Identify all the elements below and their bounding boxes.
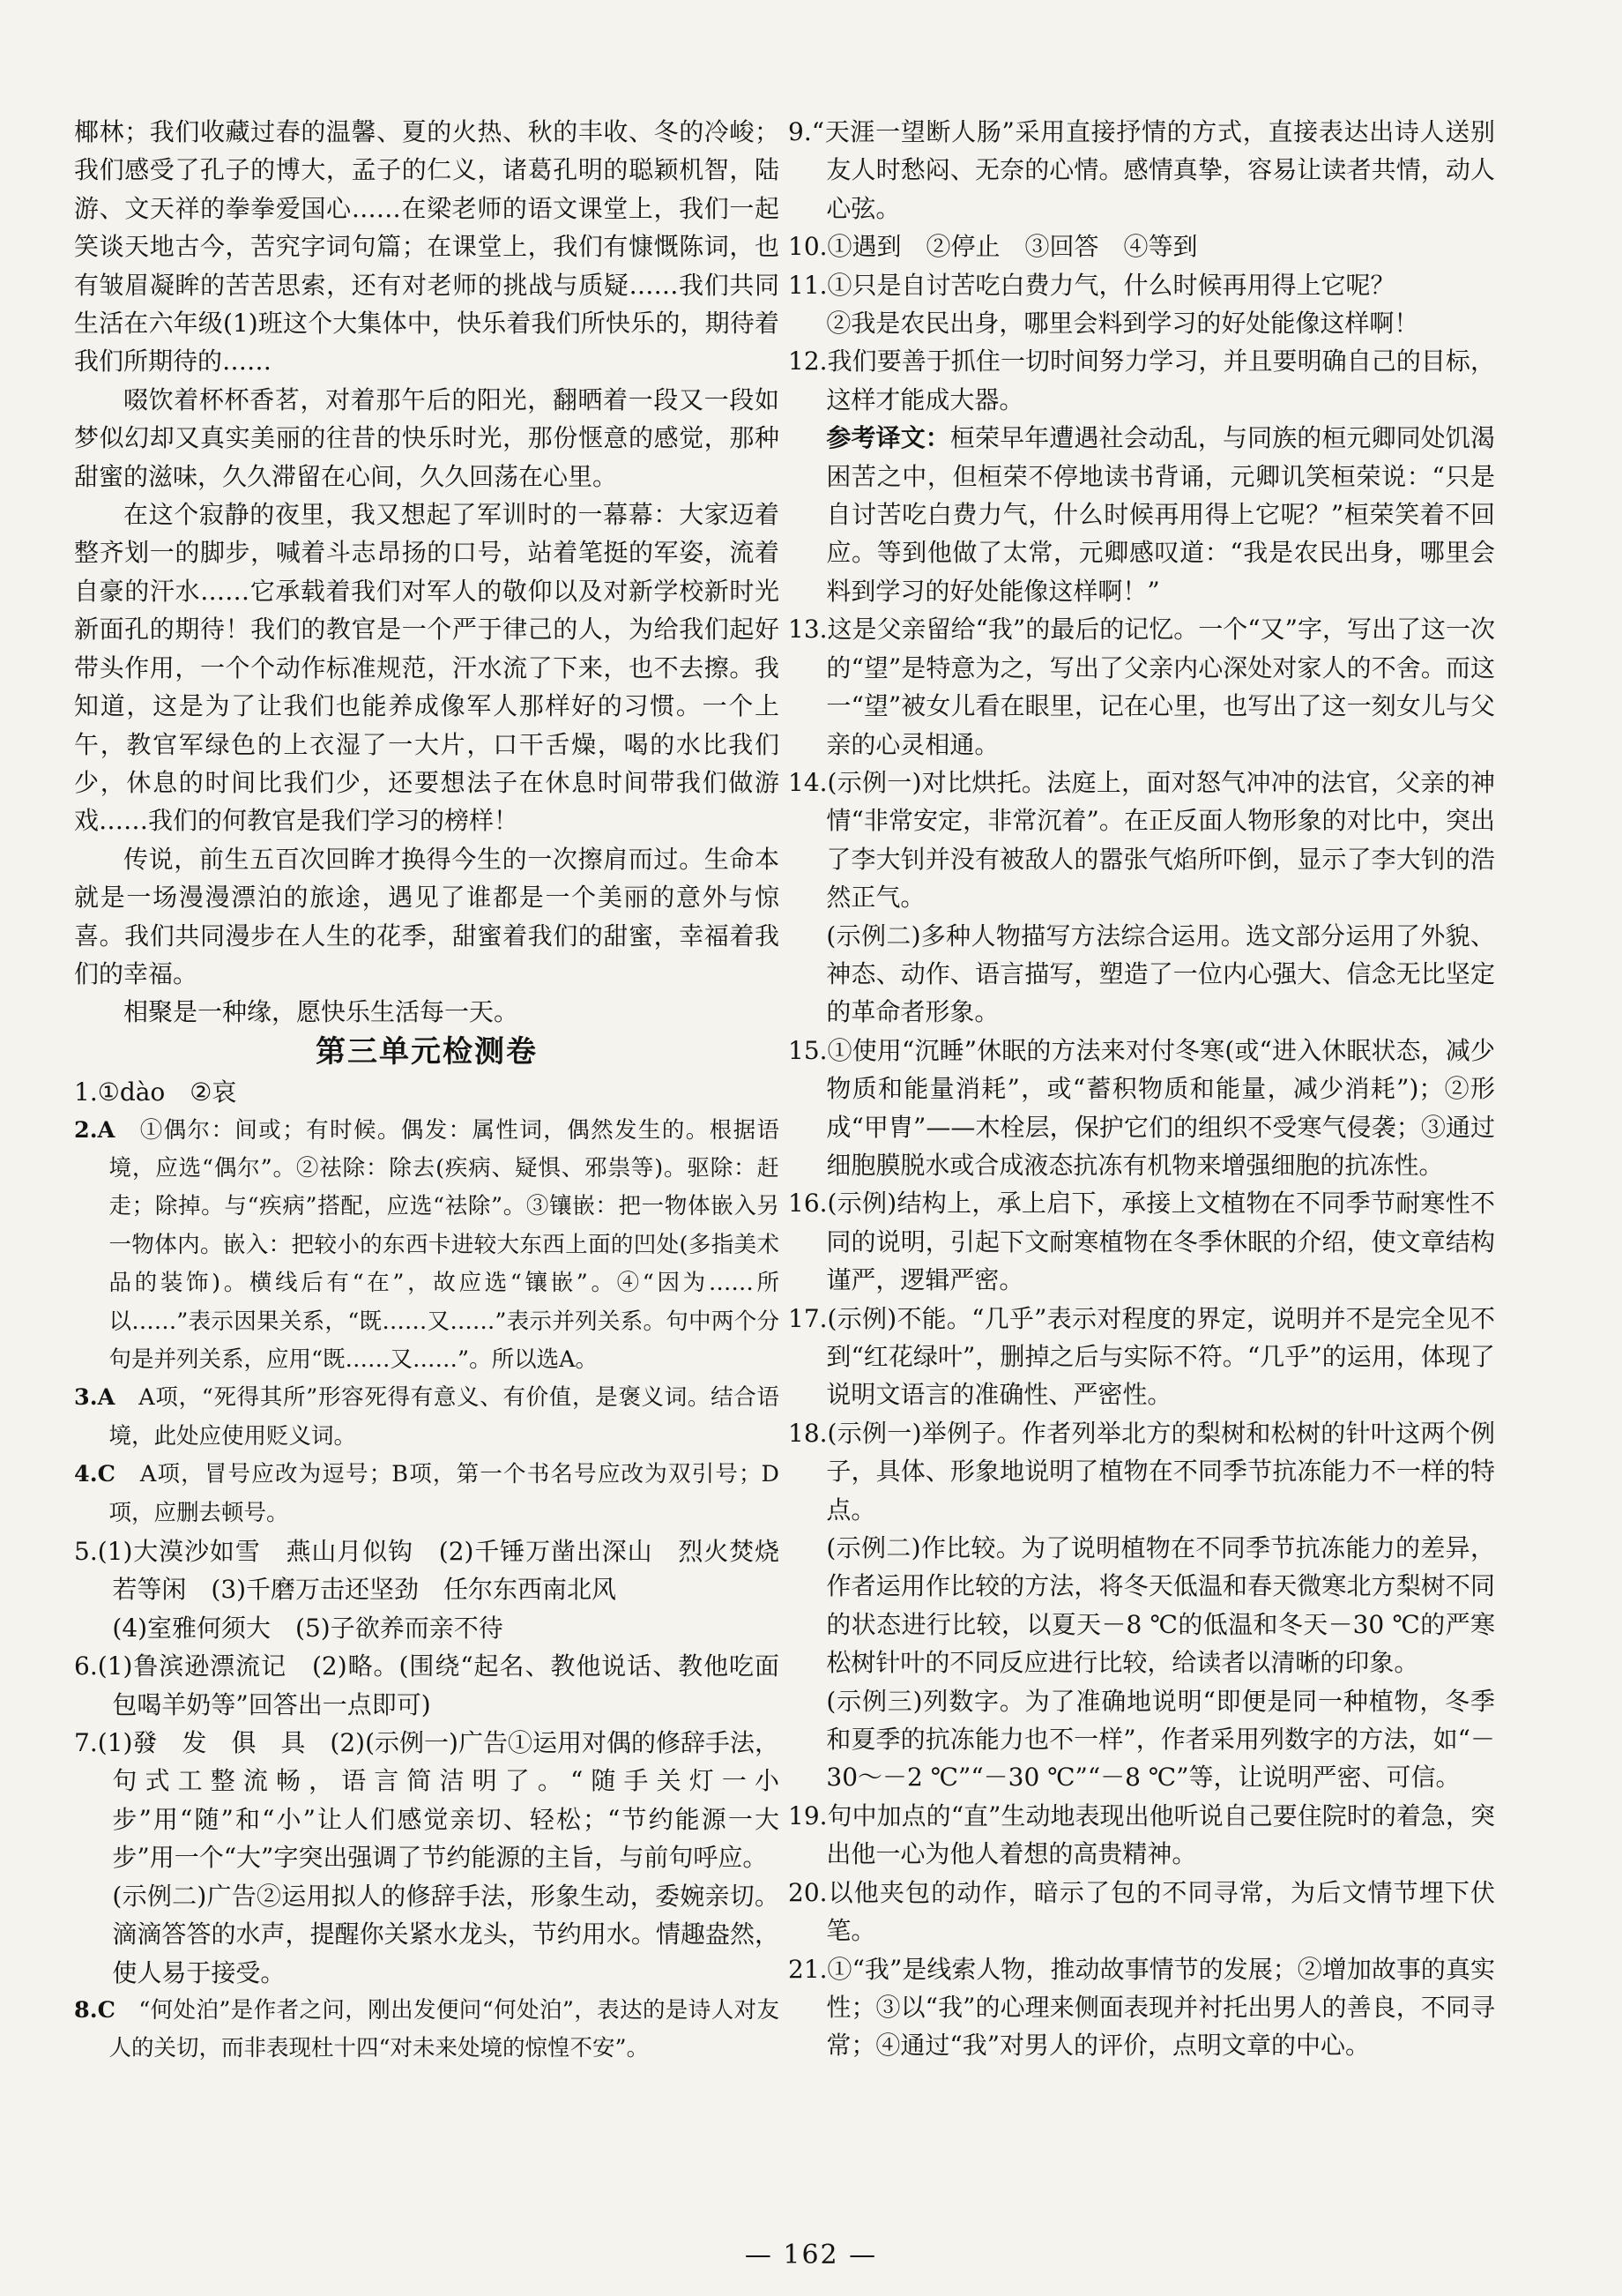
answer-item bbox=[74, 1456, 779, 1532]
answer-text: “何处泊”是作者之问，刚出发便问“何处泊”，表达的是诗人对友人的关切，而非表现杜十四“对未来处境的惊惶不安”。 bbox=[108, 1996, 779, 2062]
answer-text: A项，“死得其所”形容死得有意义、有价值，是褒义词。结合语境，此处应使用贬义词。 bbox=[108, 1384, 779, 1450]
answer-item: 16.(示例)结构上，承上启下，承接上文植物在不同季节耐寒性不同的说明，引起下文耐寒植物在冬季休眠的介绍，使文章结构谨严，逻辑严密。 bbox=[788, 1189, 1495, 1295]
answer-item: 21.①“我”是线索人物，推动故事情节的发展；②增加故事的真实性；③以“我”的心理来侧面表现并衬托出男人的善良，不同寻常；④通过“我”对男人的评价，点明文章的中心。 bbox=[788, 1954, 1495, 2061]
answer-item: 18.(示例一)举例子。作者列举北方的梨树和松树的针叶这两个例子，具体、形象地说明了植物在不同季节抗冻能力不一样的特点。 bbox=[788, 1418, 1495, 1524]
answer-item: ②我是农民出身，哪里会料到学习的好处能像这样啊！ bbox=[826, 309, 1419, 339]
answer-number: 8.C bbox=[74, 1996, 115, 2024]
answer-item: 11.①只是自讨苦吃白费力气，什么时候再用得上它呢？ bbox=[788, 270, 1395, 300]
answer-item: 1.①dào ②哀 bbox=[74, 1077, 237, 1107]
answer-number: 3.A bbox=[74, 1384, 115, 1412]
answer-item bbox=[74, 1379, 779, 1456]
answer-item bbox=[74, 1112, 779, 1380]
essay-paragraph: 相聚是一种缘，愿快乐生活每一天。 bbox=[123, 997, 519, 1027]
answer-item: 5.(1)大漠沙如雪 燕山月似钩 (2)千锤万凿出深山 烈火焚烧若等闲 (3)千磨万击还坚劲 任尔东西南北风 bbox=[74, 1537, 779, 1605]
answer-text: ①偶尔：间或；有时候。偶发：属性词，偶然发生的。根据语境，应选“偶尔”。②祛除：除去(疾病、疑惧、邪祟等)。驱除：赶走；除掉。与“疾病”搭配，应选“祛除”。③镶嵌：把一物体嵌入另一物体内。嵌入：把较小的东西卡进较大东西上面的凹处(多指美术品的装饰)。横线后有“在”，故应选“镶嵌”。④“因为……所以……”表示因果关系，“既……又……”表示并列关系。句中两个分句是并列关系，应用“既……又……”。所以选A。 bbox=[108, 1116, 779, 1373]
left-column bbox=[74, 113, 779, 2069]
answer-item: 19.句中加点的“直”生动地表现出他听说自己要住院时的着急，突出他一心为他人着想的高贵精神。 bbox=[788, 1800, 1495, 1869]
answer-item: 15.①使用“沉睡”休眠的方法来对付冬寒(或“进入休眠状态，减少物质和能量消耗”，或“蓄积物质和能量，减少消耗”)；②形成“甲胄”——木栓层，保护它们的组织不受寒气侵袭；③通过细胞膜脱水或合成液态抗冻有机物来增强细胞的抗冻性。 bbox=[788, 1035, 1495, 1180]
answer-item: 13.这是父亲留给“我”的最后的记忆。一个“又”字，写出了这一次的“望”是特意为之，写出了父亲内心深处对家人的不舍。而这一“望”被女儿看在眼里，记在心里，也写出了这一刻女儿与父亲的心灵相通。 bbox=[788, 615, 1495, 759]
translation-text: 桓荣早年遭遇社会动乱，与同族的桓元卿同处饥渴困苦之中，但桓荣不停地读书背诵，元卿讥笑桓荣说：“只是自讨苦吃白费力气，什么时候再用得上它呢？”桓荣笑着不回应。等到他做了太常，元卿感叹道：“我是农民出身，哪里会料到学习的好处能像这样啊！” bbox=[826, 423, 1495, 606]
answer-item: 7.(1)發 发 俱 具 (2)(示例一)广告①运用对偶的修辞手法，句式工整流畅，语言简洁明了。“随手关灯一小步”用“随”和“小”让人们感觉亲切、轻松；“节约能源一大步”用一个“大”字突出强调了节约能源的主旨，与前句呼应。 bbox=[74, 1728, 779, 1873]
answer-item: (示例三)列数字。为了准确地说明“即便是同一种植物，冬季和夏季的抗冻能力也不一样”，作者采用列数字的方法，如“－30～－2 ℃”“－30 ℃”“－8 ℃”等，让说明严密、可信。 bbox=[826, 1686, 1495, 1793]
answer-item: (4)室雅何须大 (5)子欲养而亲不待 bbox=[112, 1613, 503, 1643]
answer-text: A项，冒号应改为逗号；B项，第一个书名号应改为双引号；D项，应删去顿号。 bbox=[108, 1461, 779, 1526]
answer-item: 6.(1)鲁滨逊漂流记 (2)略。(围绕“起名、教他说话、教他吃面包喝羊奶等”回答出一点即可) bbox=[74, 1651, 779, 1719]
essay-paragraph: 啜饮着杯杯香茗，对着那午后的阳光，翻晒着一段又一段如梦似幻却又真实美丽的往昔的快乐时光，那份惬意的感觉，那种甜蜜的滋味，久久滞留在心间，久久回荡在心里。 bbox=[74, 384, 779, 491]
answer-item: 12.我们要善于抓住一切时间努力学习，并且要明确自己的目标，这样才能成大器。 bbox=[788, 347, 1495, 414]
reference-translation bbox=[788, 419, 1495, 610]
essay-paragraph: 传说，前生五百次回眸才换得今生的一次擦肩而过。生命本就是一场漫漫漂泊的旅途，遇见了谁都是一个美丽的意外与惊喜。我们共同漫步在人生的花季，甜蜜着我们的甜蜜，幸福着我们的幸福。 bbox=[74, 844, 779, 988]
answer-item: (示例二)广告②运用拟人的修辞手法，形象生动，委婉亲切。滴滴答答的水声，提醒你关紧水龙头，节约用水。情趣盎然，使人易于接受。 bbox=[112, 1881, 779, 1987]
essay-paragraph: 在这个寂静的夜里，我又想起了军训时的一幕幕：大家迈着整齐划一的脚步，喊着斗志昂扬的口号，站着笔挺的军姿，流着自豪的汗水……它承载着我们对军人的敬仰以及对新学校新时光新面孔的期待！我们的教官是一个严于律己的人，为给我们起好带头作用，一个个动作标准规范，汗水流了下来，也不去擦。我知道，这是为了让我们也能养成像军人那样好的习惯。一个上午，教官军绿色的上衣湿了一大片，口干舌燥，喝的水比我们少，休息的时间比我们少，还要想法子在休息时间带我们做游戏……我们的何教官是我们学习的榜样！ bbox=[74, 500, 779, 836]
answer-item: 20.以他夹包的动作，暗示了包的不同寻常，为后文情节埋下伏笔。 bbox=[788, 1877, 1495, 1946]
answer-item: 17.(示例)不能。“几乎”表示对程度的界定，说明并不是完全见不到“红花绿叶”，删掉之后与实际不符。“几乎”的运用，体现了说明文语言的准确性、严密性。 bbox=[788, 1303, 1495, 1410]
answer-number: 2.A bbox=[74, 1116, 115, 1144]
answer-number: 4.C bbox=[74, 1461, 115, 1488]
answer-item: 9.“天涯一望断人肠”采用直接抒情的方式，直接表达出诗人送别友人时愁闷、无奈的心情。感情真挚，容易让读者共情，动人心弦。 bbox=[788, 117, 1495, 223]
translation-label: 参考译文： bbox=[826, 423, 950, 453]
right-column bbox=[788, 113, 1495, 2065]
answer-item: (示例二)多种人物描写方法综合运用。选文部分运用了外貌、神态、动作、语言描写，塑造了一位内心强大、信念无比坚定的革命者形象。 bbox=[826, 921, 1495, 1027]
essay-paragraph: 椰林；我们收藏过春的温馨、夏的火热、秋的丰收、冬的冷峻；我们感受了孔子的博大，孟子的仁义，诸葛孔明的聪颖机智，陆游、文天祥的拳拳爱国心……在梁老师的语文课堂上，我们一起笑谈天地古今，苦究字词句篇；在课堂上，我们有慷慨陈词，也有皱眉凝眸的苦苦思索，还有对老师的挑战与质疑……我们共同生活在六年级(1)班这个大集体中，快乐着我们所快乐的，期待着我们所期待的…… bbox=[74, 117, 779, 376]
answer-item: 14.(示例一)对比烘托。法庭上，面对怒气冲冲的法官，父亲的神情“非常安定，非常沉着”。在正反面人物形象的对比中，突出了李大钊并没有被敌人的嚣张气焰所吓倒，显示了李大钊的浩然正气。 bbox=[788, 767, 1495, 913]
page-number: — 162 — bbox=[744, 2240, 878, 2270]
answer-item: (示例二)作比较。为了说明植物在不同季节抗冻能力的差异，作者运用作比较的方法，将冬天低温和春天微寒北方梨树不同的状态进行比较，以夏天－8 ℃的低温和冬天－30 ℃的严寒松树针叶的不同反应进行比较，给读者以清晰的印象。 bbox=[826, 1533, 1495, 1678]
answer-item bbox=[74, 1992, 779, 2069]
section-heading: 第三单元检测卷 bbox=[316, 1033, 538, 1070]
answer-item: 10.①遇到 ②停止 ③回答 ④等到 bbox=[788, 232, 1198, 262]
